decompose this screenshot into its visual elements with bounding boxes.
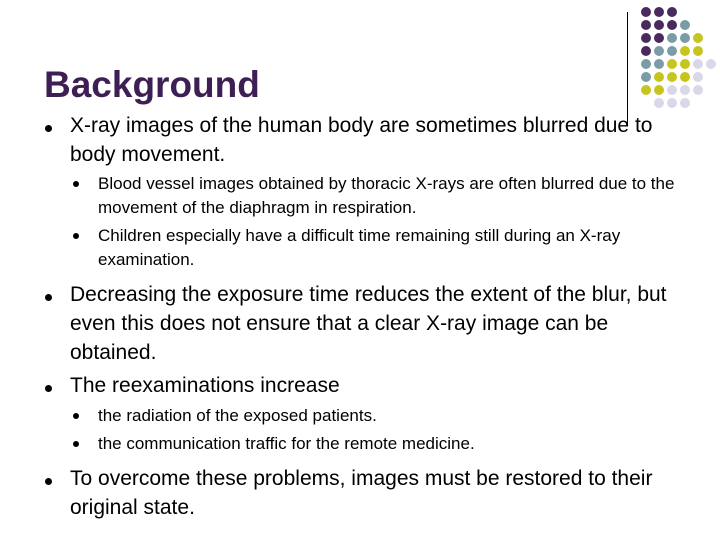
decorative-dot [693, 46, 703, 56]
decorative-dot [680, 98, 690, 108]
decorative-dot [641, 59, 651, 69]
sub-bullet-children: Children especially have a difficult time remaining still during an X-ray examination. [98, 226, 621, 269]
decorative-dot [680, 59, 690, 69]
sub-bullet-communication: the communication traffic for the remote medicine. [98, 434, 475, 453]
bullet-reexaminations: The reexaminations increase [70, 374, 340, 397]
sub-bullet-dot-icon [73, 441, 79, 447]
decorative-dot [667, 98, 677, 108]
decorative-dot [641, 46, 651, 56]
decorative-dot [667, 46, 677, 56]
title-divider-line [627, 12, 628, 126]
bullet-dot-icon [45, 125, 52, 132]
decorative-dot [667, 72, 677, 82]
decorative-dot [667, 33, 677, 43]
decorative-dot [641, 20, 651, 30]
decorative-dot [693, 72, 703, 82]
sub-bullet-radiation: the radiation of the exposed patients. [98, 406, 377, 425]
decorative-dot [706, 59, 716, 69]
decorative-dot [641, 33, 651, 43]
decorative-dot [680, 20, 690, 30]
sub-bullet-dot-icon [73, 233, 79, 239]
decorative-dot [641, 85, 651, 95]
bullet-restore-images: To overcome these problems, images must be restored to their original state. [70, 467, 653, 519]
decorative-dot [667, 85, 677, 95]
decorative-dot [654, 33, 664, 43]
decorative-dot [654, 20, 664, 30]
decorative-dot [667, 7, 677, 17]
decorative-dot [693, 85, 703, 95]
decorative-dot [693, 33, 703, 43]
decorative-dot [680, 72, 690, 82]
decorative-dot [680, 33, 690, 43]
bullet-dot-icon [45, 385, 52, 392]
decorative-dot [654, 98, 664, 108]
decorative-dot [641, 7, 651, 17]
decorative-dot [654, 46, 664, 56]
decorative-dot [667, 59, 677, 69]
sub-bullet-dot-icon [73, 181, 79, 187]
decorative-dot [654, 72, 664, 82]
bullet-dot-icon [45, 478, 52, 485]
decorative-dot [667, 20, 677, 30]
decorative-dot [641, 72, 651, 82]
slide-title: Background [44, 64, 260, 105]
decorative-dot [654, 85, 664, 95]
decorative-dot [693, 59, 703, 69]
sub-bullet-dot-icon [73, 413, 79, 419]
decorative-dot [680, 46, 690, 56]
decorative-dot [680, 85, 690, 95]
bullet-exposure-time: Decreasing the exposure time reduces the extent of the blur, but even this does not ensure that a clear X-ray image can be obtained. [70, 283, 667, 364]
decorative-dot [654, 59, 664, 69]
sub-bullet-thoracic: Blood vessel images obtained by thoracic X-rays are often blurred due to the movement of the diaphragm in respiration. [98, 174, 675, 217]
decorative-dot [654, 7, 664, 17]
bullet-dot-icon [45, 294, 52, 301]
bullet-blur-movement: X-ray images of the human body are sometimes blurred due to body movement. [70, 114, 653, 166]
